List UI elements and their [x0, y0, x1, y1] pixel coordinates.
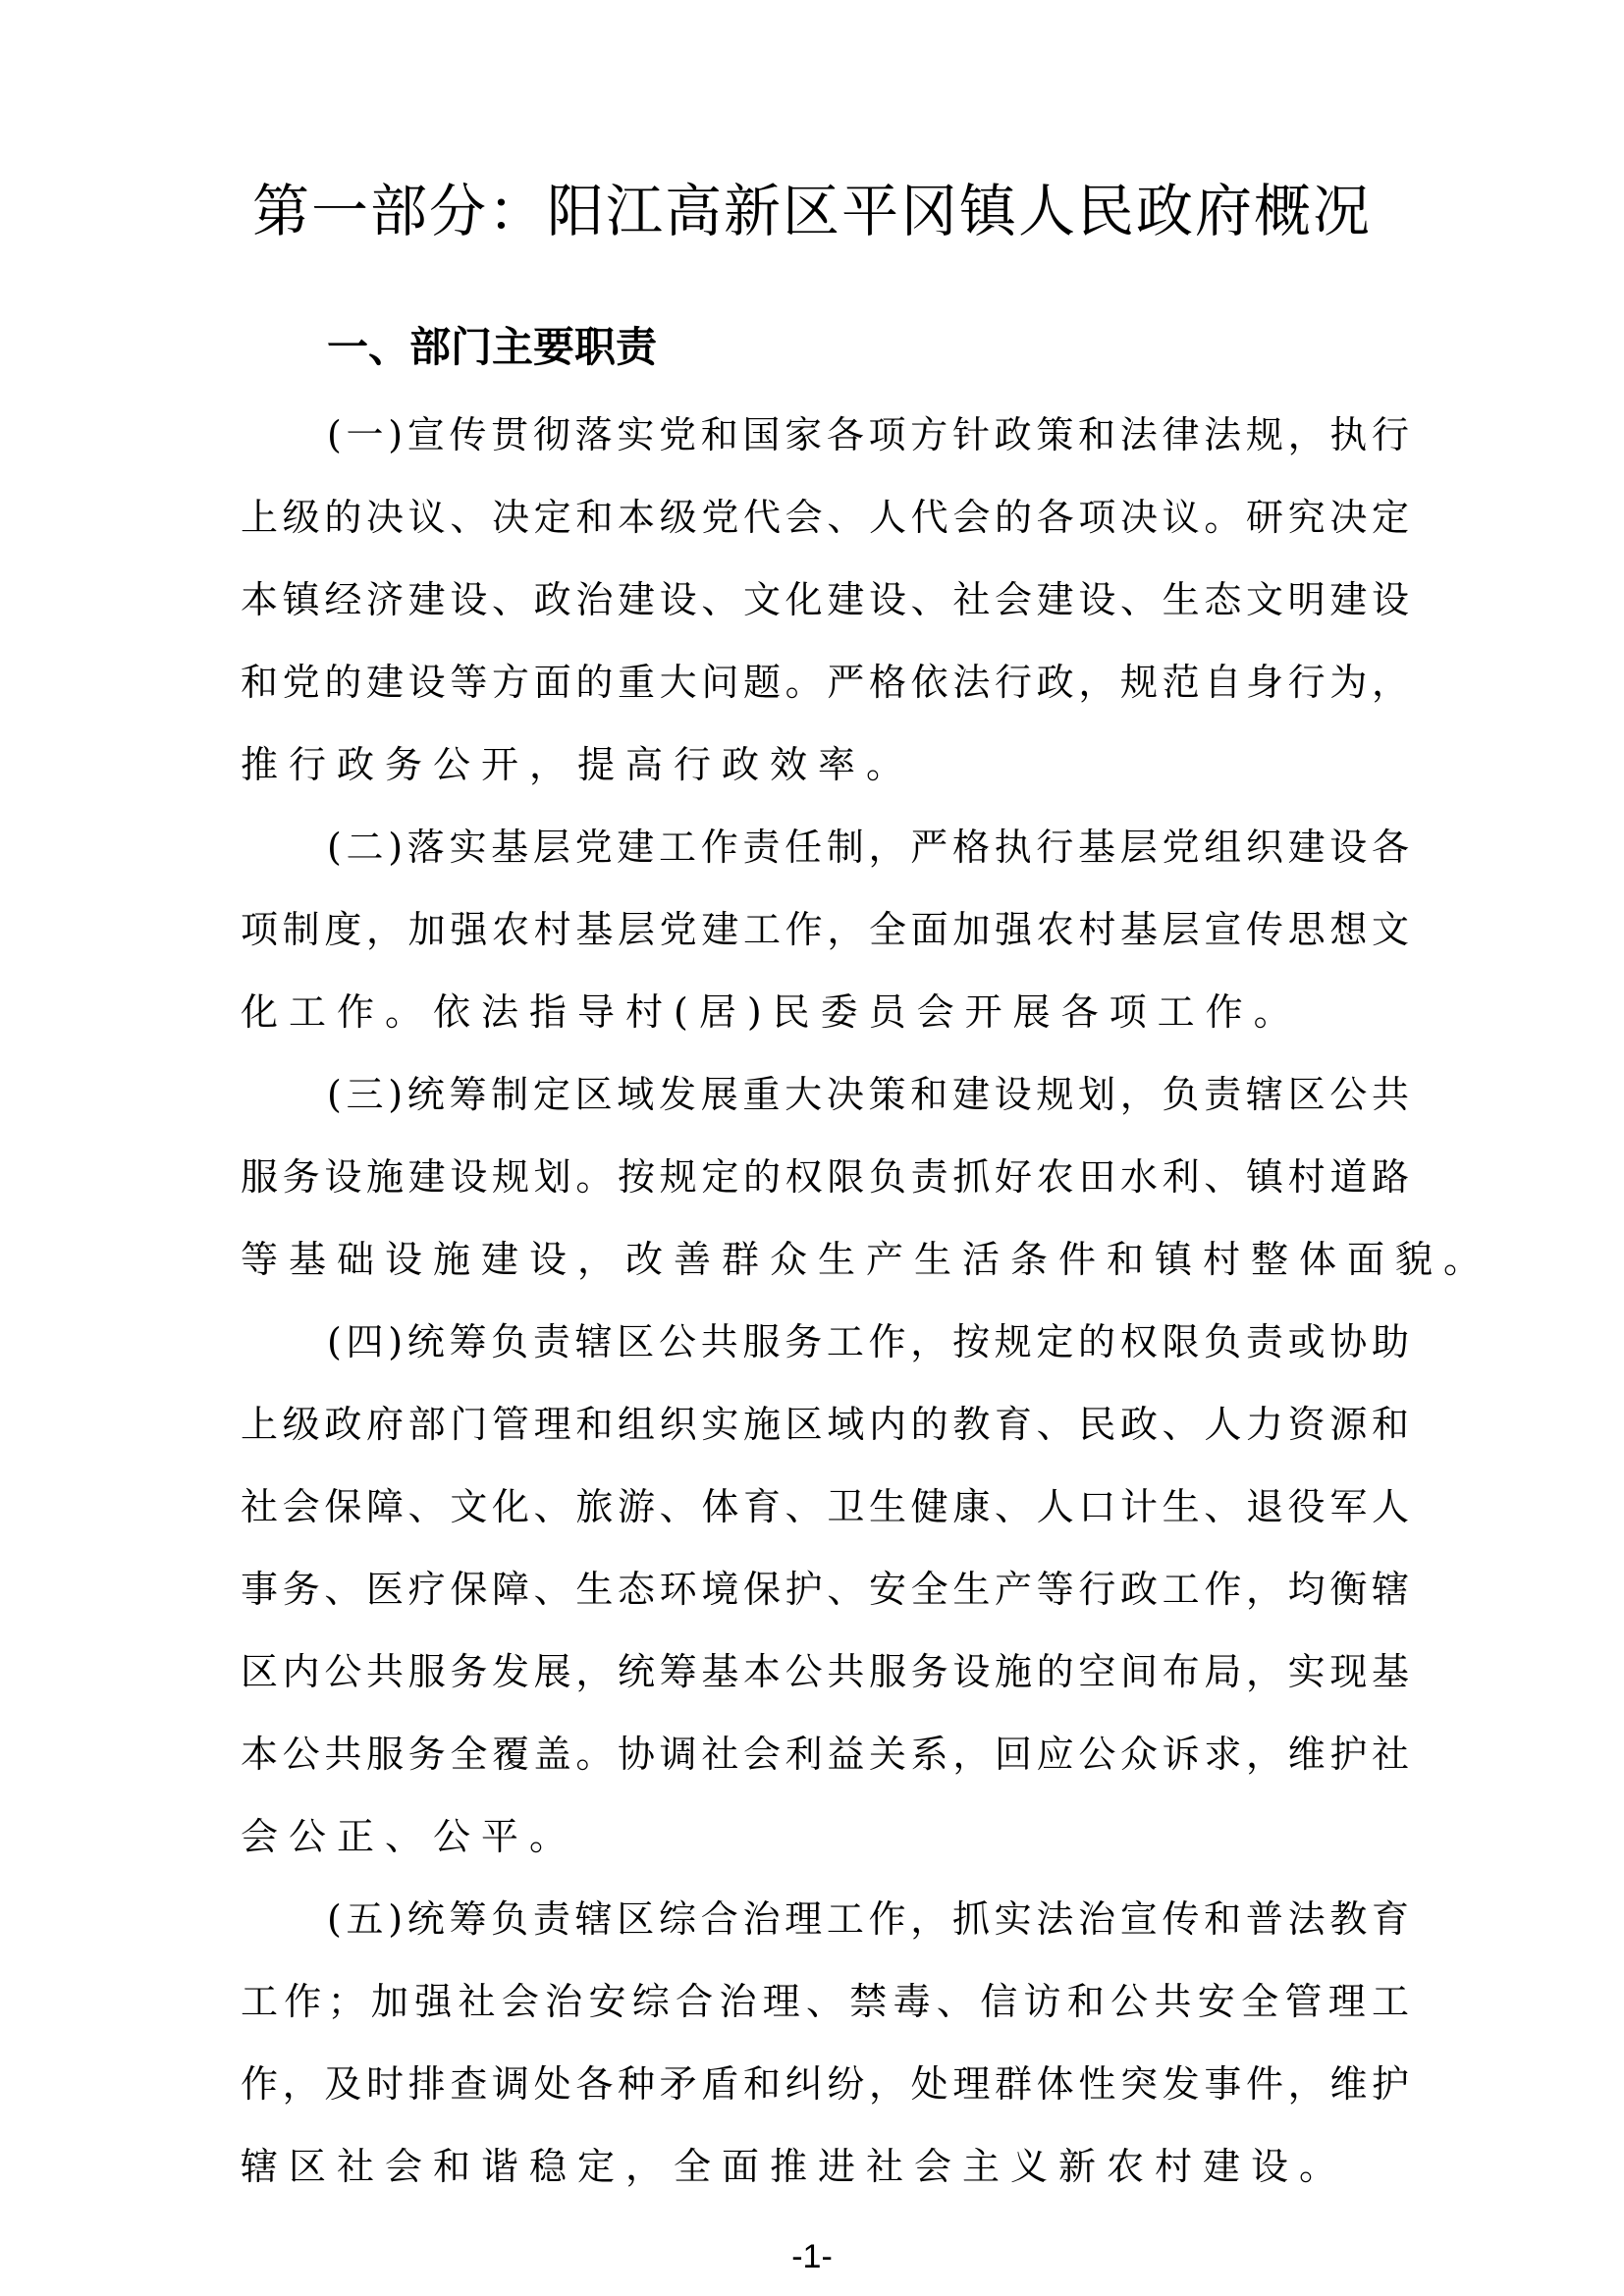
paragraph-line: 和党的建设等方面的重大问题。严格依法行政，规范自身行为，	[241, 661, 1409, 704]
paragraph-line: 作，及时排查调处各种矛盾和纠纷，处理群体性突发事件，维护	[241, 2062, 1409, 2106]
paragraph-line: 推行政务公开，提高行政效率。	[241, 743, 915, 786]
paragraph-line: 辖区社会和谐稳定，全面推进社会主义新农村建设。	[241, 2145, 1348, 2188]
paragraph-line: (二)落实基层党建工作责任制，严格执行基层党组织建设各	[327, 826, 1409, 869]
paragraph-line: (一)宣传贯彻落实党和国家各项方针政策和法律法规，执行	[327, 413, 1409, 456]
section-heading: 一、部门主要职责	[327, 323, 658, 371]
paragraph-line: (五)统筹负责辖区综合治理工作，抓实法治宣传和普法教育	[327, 1897, 1409, 1941]
paragraph-line: 会公正、公平。	[241, 1815, 578, 1858]
page-number: -1-	[791, 2238, 833, 2275]
paragraph-line: 本公共服务全覆盖。协调社会利益关系，回应公众诉求，维护社	[241, 1733, 1409, 1776]
paragraph-line: (三)统筹制定区域发展重大决策和建设规划，负责辖区公共	[327, 1073, 1409, 1116]
paragraph-line: 上级的决议、决定和本级党代会、人代会的各项决议。研究决定	[241, 496, 1409, 539]
paragraph-line: (四)统筹负责辖区公共服务工作，按规定的权限负责或协助	[327, 1320, 1409, 1363]
paragraph	[241, 1301, 1409, 1878]
paragraph	[241, 1053, 1492, 1301]
paragraph-line: 工作；加强社会治安综合治理、禁毒、信访和公共安全管理工	[241, 1980, 1409, 2023]
paragraph	[241, 806, 1409, 1053]
paragraph-line: 社会保障、文化、旅游、体育、卫生健康、人口计生、退役军人	[241, 1485, 1409, 1528]
paragraph-line: 本镇经济建设、政治建设、文化建设、社会建设、生态文明建设	[241, 578, 1409, 621]
paragraph-line: 事务、医疗保障、生态环境保护、安全生产等行政工作，均衡辖	[241, 1568, 1409, 1611]
paragraph-line: 服务设施建设规划。按规定的权限负责抓好农田水利、镇村道路	[241, 1155, 1409, 1199]
page-title: 第一部分：阳江高新区平冈镇人民政府概况	[251, 178, 1372, 244]
document-body	[241, 394, 1492, 2208]
paragraph-line: 等基础设施建设，改善群众生产生活条件和镇村整体面貌。	[241, 1238, 1492, 1281]
paragraph-line: 项制度，加强农村基层党建工作，全面加强农村基层宣传思想文	[241, 908, 1409, 951]
paragraph-line: 化工作。依法指导村(居)民委员会开展各项工作。	[241, 990, 1302, 1034]
paragraph	[241, 1878, 1409, 2208]
paragraph-line: 上级政府部门管理和组织实施区域内的教育、民政、人力资源和	[241, 1403, 1409, 1446]
paragraph	[241, 394, 1409, 806]
paragraph-line: 区内公共服务发展，统筹基本公共服务设施的空间布局，实现基	[241, 1650, 1409, 1693]
